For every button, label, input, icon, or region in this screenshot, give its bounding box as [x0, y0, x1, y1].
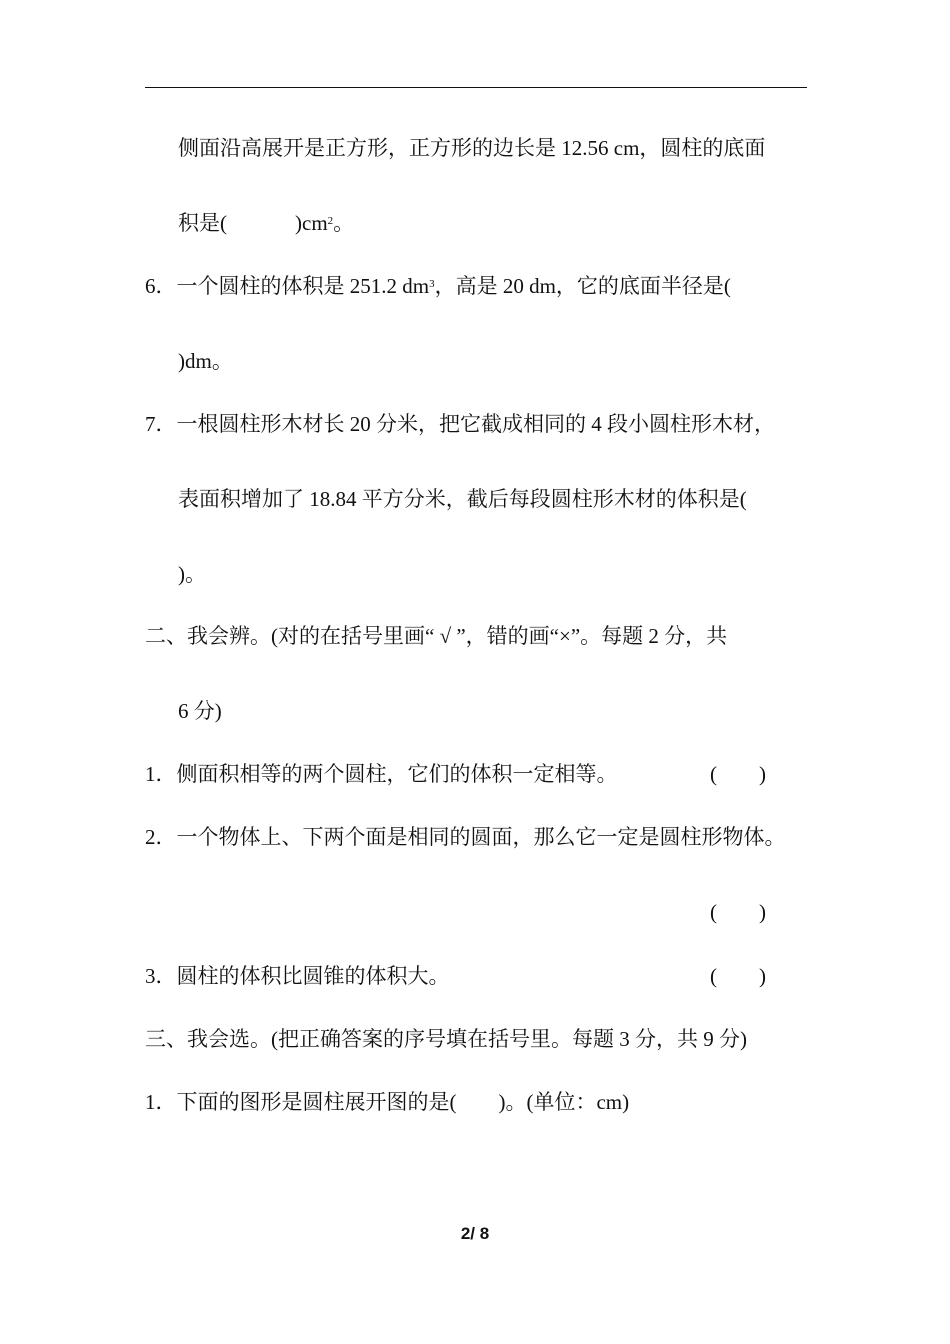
q7-line-1	[145, 410, 775, 438]
q7-line-3: )。	[178, 562, 206, 586]
section2-title-line-1: 二、我会辨。(对的在括号里画“ √ ”，错的画“×”。每题 2 分，共	[145, 624, 728, 648]
q5-line-1: 侧面沿高展开是正方形，正方形的边长是 12.56 cm，圆柱的底面	[178, 136, 766, 160]
section2-title-line-2: 6 分)	[178, 699, 222, 723]
answer-blank-3: ( )	[710, 964, 766, 988]
choice-question-1: 1．下面的图形是圆柱展开图的是( )。(单位：cm)	[145, 1090, 630, 1114]
q5-line-2-a: 积是(	[178, 211, 227, 235]
judge-item-1: 1．侧面积相等的两个圆柱，它们的体积一定相等。	[145, 762, 618, 786]
q6-exponent: 3	[429, 278, 435, 290]
answer-blank-2: ( )	[710, 900, 766, 924]
q7-line-1-text: 一根圆柱形木材长 20 分米，把它截成相同的 4 段小圆柱形木材，	[176, 412, 775, 436]
page-number: 2/ 8	[460, 1224, 490, 1243]
q5-line-2-c: 。	[333, 211, 355, 235]
q7-line-2: 表面积增加了 18.84 平方分米，截后每段圆柱形木材的体积是(	[178, 487, 747, 511]
q5-line-2-b: )cm	[295, 211, 328, 235]
q5-line-2	[178, 209, 354, 237]
q6-line-1-b: ，高是 20 dm，它的底面半径是(	[434, 274, 731, 298]
answer-blank-1: ( )	[710, 762, 766, 786]
header-rule	[145, 87, 807, 88]
judge-item-2: 2．一个物体上、下两个面是相同的圆面，那么它一定是圆柱形物体。	[145, 825, 786, 849]
judge-item-3: 3．圆柱的体积比圆锥的体积大。	[145, 964, 450, 988]
section3-title: 三、我会选。(把正确答案的序号填在括号里。每题 3 分，共 9 分)	[145, 1027, 747, 1051]
q6-number: 6．	[145, 274, 177, 298]
q5-exponent: 2	[327, 215, 334, 227]
q6-line-2: )dm。	[178, 349, 233, 373]
q6-line-1-a: 一个圆柱的体积是 251.2 dm	[176, 274, 430, 298]
q6-line-1	[145, 272, 731, 300]
q7-number: 7．	[145, 412, 177, 436]
